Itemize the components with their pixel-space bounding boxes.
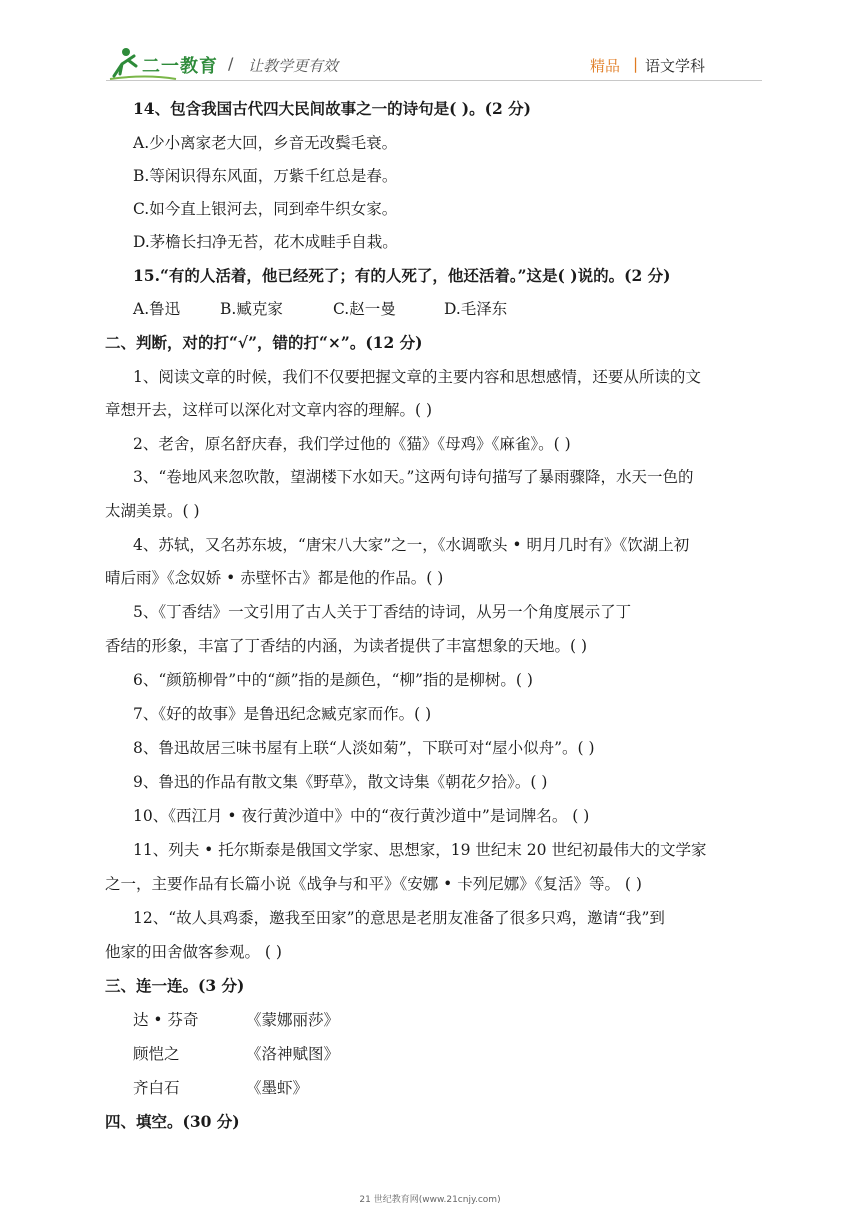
quality-badge: 精品 xyxy=(590,57,621,75)
section2-title: 二、判断，对的打“√”，错的打“×”。(12 分) xyxy=(105,333,423,352)
match-right-item: 《墨虾》 xyxy=(246,1079,309,1097)
match-left-item: 顾恺之 xyxy=(133,1045,180,1063)
judge-line: 晴后雨》《念奴娇 • 赤壁怀古》都是他的作品。( ) xyxy=(105,569,444,587)
q15-option-b: B.臧克家 xyxy=(220,300,283,318)
judge-line: 7、《好的故事》是鲁迅纪念臧克家而作。( ) xyxy=(133,705,432,723)
match-left-item: 达 • 芬奇 xyxy=(133,1011,199,1029)
q14-stem: 14、包含我国古代四大民间故事之一的诗句是( )。(2 分) xyxy=(133,99,531,118)
header-slash: / xyxy=(228,54,234,73)
judge-line: 3、“卷地风来忽吹散，望湖楼下水如天。”这两句诗句描写了暴雨骤降，水天一色的 xyxy=(133,468,694,486)
judge-line: 香结的形象，丰富了丁香结的内涵，为读者提供了丰富想象的天地。( ) xyxy=(105,637,588,655)
section3-title: 三、连一连。(3 分) xyxy=(105,976,245,995)
match-right-item: 《蒙娜丽莎》 xyxy=(246,1011,340,1029)
q15-option-a: A.鲁迅 xyxy=(133,300,181,318)
judge-line: 太湖美景。( ) xyxy=(105,502,200,520)
judge-line: 10、《西江月 • 夜行黄沙道中》中的“夜行黄沙道中”是词牌名。 ( ) xyxy=(133,807,590,825)
q15-stem: 15.“有的人活着，他已经死了；有的人死了，他还活着。”这是( )说的。(2 分) xyxy=(133,266,671,285)
q14-option-a: A.少小离家老大回，乡音无改鬓毛衰。 xyxy=(133,134,398,152)
page-header xyxy=(0,0,860,90)
judge-line: 11、列夫 • 托尔斯泰是俄国文学家、思想家，19 世纪末 20 世纪初最伟大的文学家 xyxy=(133,841,707,859)
header-rule xyxy=(106,80,762,81)
subject-label: 语文学科 xyxy=(645,57,706,75)
match-right-item: 《洛神赋图》 xyxy=(246,1045,340,1063)
judge-line: 9、鲁迅的作品有散文集《野草》，散文诗集《朝花夕拾》。( ) xyxy=(133,773,548,791)
judge-line: 5、《丁香结》一文引用了古人关于丁香结的诗词，从另一个角度展示了丁 xyxy=(133,603,632,621)
header-divider: | xyxy=(633,55,639,73)
q14-option-c: C.如今直上银河去，同到牵牛织女家。 xyxy=(133,200,398,218)
judge-line: 1、阅读文章的时候，我们不仅要把握文章的主要内容和思想感情，还要从所读的文 xyxy=(133,368,701,386)
judge-line: 他家的田舍做客参观。 ( ) xyxy=(105,943,282,961)
judge-line: 之一，主要作品有长篇小说《战争与和平》《安娜 • 卡列尼娜》《复活》等。 ( ) xyxy=(105,875,642,893)
q15-option-c: C.赵一曼 xyxy=(333,300,396,318)
judge-line: 8、鲁迅故居三味书屋有上联“人淡如菊”，下联可对“屋小似舟”。( ) xyxy=(133,739,595,757)
judge-line: 章想开去，这样可以深化对文章内容的理解。( ) xyxy=(105,401,433,419)
section4-title: 四、填空。(30 分) xyxy=(105,1112,240,1131)
judge-line: 4、苏轼，又名苏东坡，“唐宋八大家”之一，《水调歌头 • 明月几时有》《饮湖上初 xyxy=(133,536,690,554)
q15-option-d: D.毛泽东 xyxy=(444,300,508,318)
page-footer: 21 世纪教育网(www.21cnjy.com) xyxy=(359,1195,501,1205)
header-slogan: 让教学更有效 xyxy=(248,57,339,75)
judge-line: 2、老舍，原名舒庆春，我们学过他的《猫》《母鸡》《麻雀》。( ) xyxy=(133,435,571,453)
logo-text: 二一教育 xyxy=(142,56,218,77)
q14-option-b: B.等闲识得东风面，万紫千红总是春。 xyxy=(133,167,398,185)
match-left-item: 齐白石 xyxy=(133,1079,180,1097)
q14-option-d: D.茅檐长扫净无苔，花木成畦手自栽。 xyxy=(133,233,398,251)
judge-line: 6、“颜筋柳骨”中的“颜”指的是颜色，“柳”指的是柳树。( ) xyxy=(133,671,533,689)
judge-line: 12、“故人具鸡黍，邀我至田家”的意思是老朋友准备了很多只鸡，邀请“我”到 xyxy=(133,909,665,927)
